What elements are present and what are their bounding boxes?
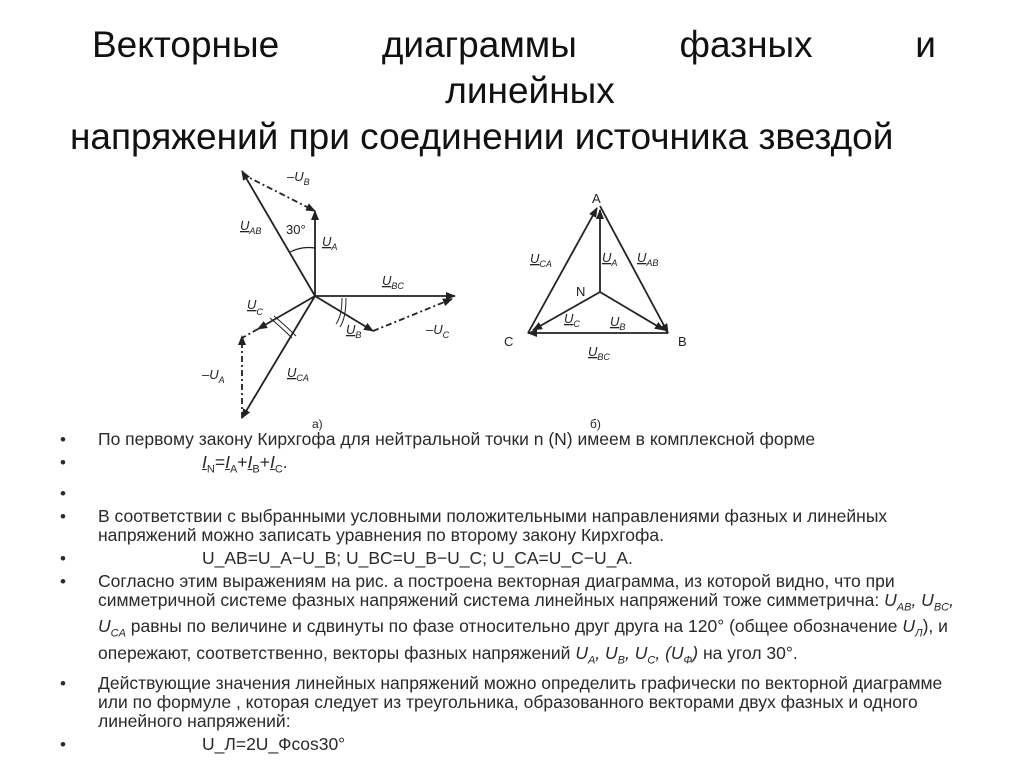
bullet-current-equation	[60, 453, 960, 480]
vertex-c: C	[504, 334, 514, 349]
neutral-n: N	[576, 284, 586, 299]
current-equation: $I_N=I_A+I_B+I_C$.	[202, 452, 288, 476]
vector-diagrams-figure	[190, 166, 720, 434]
diagram-b	[528, 206, 668, 333]
caption-b: б)	[590, 417, 601, 431]
label-uc: $U_C$	[247, 297, 263, 317]
bullet-voltage-equations	[60, 549, 960, 568]
bullet-kirchhoff-1	[60, 430, 960, 449]
title-word-1: Векторные	[92, 24, 280, 65]
vector-uc	[258, 296, 315, 329]
label-ub: $U_B$	[346, 322, 362, 340]
label-ua: $U_A$	[322, 234, 338, 252]
caption-a: а)	[312, 417, 323, 431]
bullet-formula	[60, 735, 960, 754]
dash-ext-uc	[242, 329, 258, 338]
title-line-1	[60, 22, 960, 68]
label-b-uca: $U_{CA}$	[530, 251, 552, 269]
symbols-line-voltages: $U_{AB}$, $U_{BC}$, $U_{CA}$	[98, 589, 954, 640]
bullet-empty	[60, 484, 960, 503]
label-uab: $U_{AB}$	[240, 218, 262, 236]
slide-title	[60, 22, 960, 160]
title-line-3: напряжений при соединении источника звездой	[70, 116, 894, 157]
title-word-3: фазных	[679, 24, 813, 65]
bullet-list	[60, 430, 960, 758]
label-b-uc: $U_C$	[564, 311, 580, 329]
diagram-a	[242, 171, 455, 418]
label-b-uab: $U_{AB}$	[637, 250, 659, 268]
label-neg-uc: $-U_C$	[426, 322, 450, 340]
vector-uca	[242, 296, 315, 418]
label-ubc: $U_{BC}$	[382, 273, 404, 291]
bullet-kirchhoff-2	[60, 507, 960, 545]
symbols-phase-voltages: $U_A$, $U_B$, $U_C$, $(U_Ф)$	[575, 642, 699, 666]
bullet-text: В соответствии с выбранными условными положительными направлениями фазных и линейных напряжений можно записать уравнения по второму закону Кирхгофа.	[98, 505, 888, 545]
title-word-2: диаграммы	[381, 24, 577, 65]
label-angle-30: 30°	[286, 222, 306, 237]
label-b-ubc: $U_{BC}$	[588, 344, 610, 362]
bullet-text: Действующие значения линейных напряжений можно определить графически по векторной диаграмме или по формуле , которая следует из треугольника, образованного векторами двух фазных и одного линейного напряжений:	[98, 673, 943, 731]
label-uca: $U_{CA}$	[287, 365, 309, 383]
symbol-ul: $U_Л$	[902, 616, 923, 640]
title-line-2: линейных	[445, 70, 615, 111]
title-word-4: и	[915, 24, 936, 65]
bullet-symmetry: • Согласно этим выражениям на рис. а построена векторная диаграмма, из которой видно, что при симметричной системе фазных напряжений система линейных напряжений тоже симметрична: $U_{AB}$, $U_{BC}$, $U_{CA}$ равны по величине и сдвинуты по фазе относительно друг друга на 120° (общее обозначение $U_Л$), и опережают, соответственно, векторы фазных напряжений $U_A$, $U_B$, $U_C$, $(U_Ф)$ на угол 30°.	[60, 572, 960, 671]
label-b-ua: $U_A$	[602, 250, 618, 268]
bullet-effective-values	[60, 674, 960, 731]
bullet-text: По первому закону Кирхгофа для нейтральной точки n (N) имеем в комплексной форме	[98, 429, 816, 449]
diagram-b-labels	[504, 191, 687, 431]
vector-diagrams-svg	[190, 166, 720, 434]
vector-ub	[315, 296, 373, 331]
voltage-equations: U_AB=U_A−U_B; U_BC=U_B−U_C; U_CA=U_C−U_A.	[202, 547, 633, 568]
vertex-a: A	[592, 191, 601, 206]
label-neg-ub: $-U_B$	[287, 169, 310, 187]
diagram-a-labels	[201, 169, 450, 431]
vertex-b: B	[678, 334, 687, 349]
label-neg-ua: $-U_A$	[202, 367, 225, 385]
formula-ul: U_Л=2U_Фcos30°	[202, 734, 346, 754]
angle-arc	[290, 248, 315, 253]
label-b-ub: $U_B$	[610, 314, 626, 332]
